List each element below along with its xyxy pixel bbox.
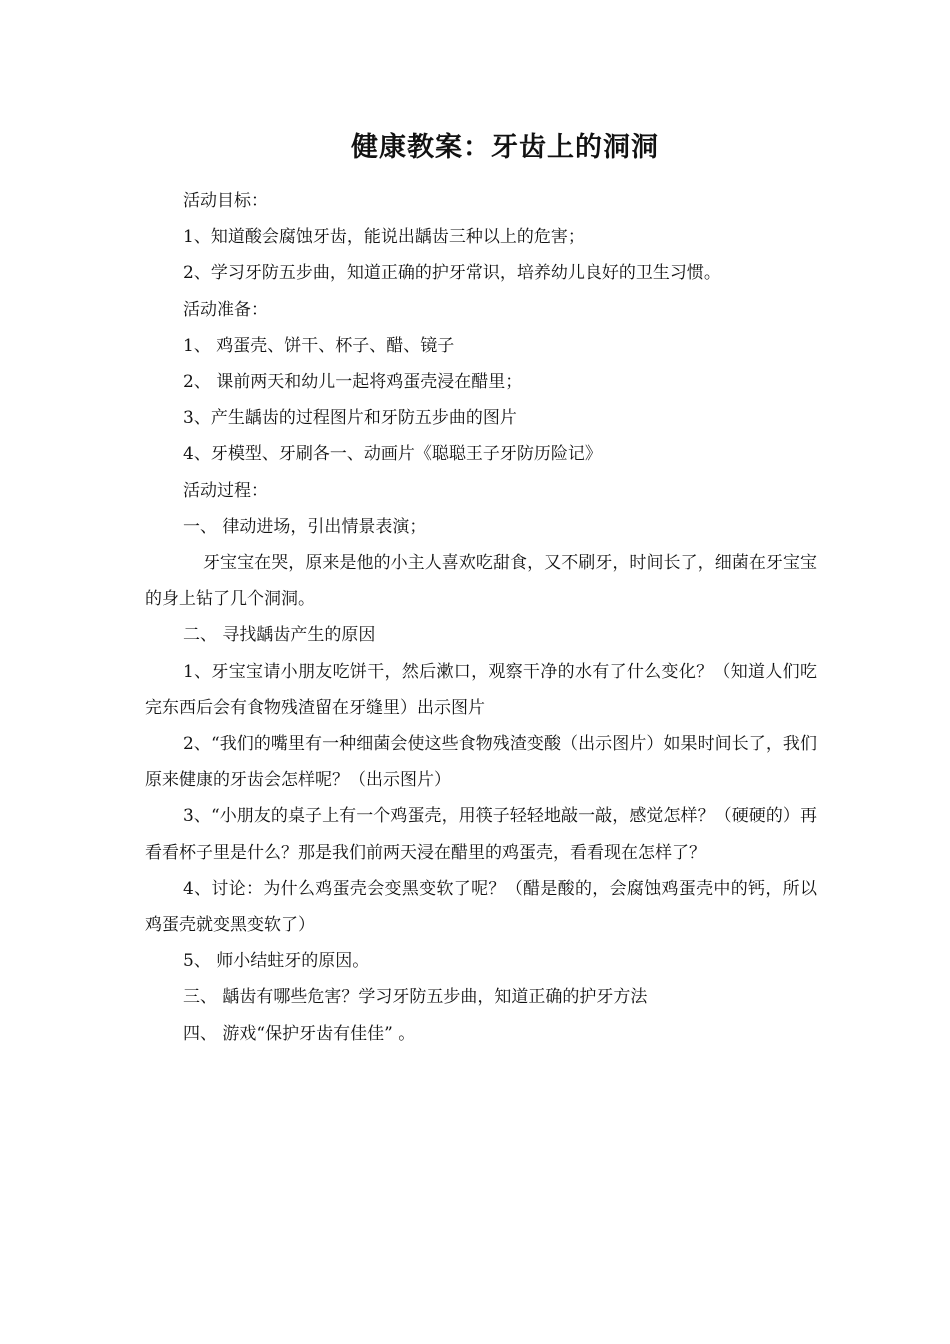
- preparation-item: 3、产生龋齿的过程图片和牙防五步曲的图片: [183, 408, 517, 429]
- section-heading-goals: 活动目标：: [183, 191, 268, 211]
- goal-item: 2、学习牙防五步曲，知道正确的护牙常识，培养幼儿良好的卫生习惯。: [183, 263, 721, 284]
- process-step-heading: 四、 游戏“保护牙齿有佳佳” 。: [183, 1023, 416, 1044]
- document-body: [145, 183, 817, 1052]
- process-paragraph: 1、牙宝宝请小朋友吃饼干，然后漱口，观察干净的水有了什么变化？（知道人们吃完东西后会有食物残渣留在牙缝里）出示图片: [145, 661, 817, 718]
- process-paragraph: 4、讨论：为什么鸡蛋壳会变黑变软了呢？（醋是酸的，会腐蚀鸡蛋壳中的钙，所以鸡蛋壳就变黑变软了）: [145, 878, 817, 936]
- process-paragraph: 3、“小朋友的桌子上有一个鸡蛋壳，用筷子轻轻地敲一敲，感觉怎样？（硬硬的）再看看杯子里是什么？那是我们前两天浸在醋里的鸡蛋壳，看看现在怎样了？: [145, 806, 817, 863]
- process-paragraph: 2、“我们的嘴里有一种细菌会使这些食物残渣变酸（出示图片）如果时间长了，我们原来健康的牙齿会怎样呢？（出示图片）: [145, 734, 817, 791]
- preparation-item: 2、 课前两天和幼儿一起将鸡蛋壳浸在醋里；: [183, 372, 523, 393]
- process-step-heading: 三、 龋齿有哪些危害？学习牙防五步曲，知道正确的护牙方法: [183, 987, 648, 1008]
- process-step-heading: 一、 律动进场，引出情景表演；: [183, 516, 427, 537]
- document-title: 健康教案：牙齿上的洞洞: [351, 132, 659, 163]
- goal-item: 1、知道酸会腐蚀牙齿，能说出龋齿三种以上的危害；: [183, 227, 585, 248]
- process-step-heading: 二、 寻找龋齿产生的原因: [183, 625, 376, 646]
- section-heading-preparation: 活动准备：: [183, 299, 268, 320]
- preparation-item: 1、 鸡蛋壳、饼干、杯子、醋、镜子: [183, 335, 455, 356]
- process-paragraph: 牙宝宝在哭，原来是他的小主人喜欢吃甜食，又不刷牙，时间长了，细菌在牙宝宝的身上钻了几个洞洞。: [145, 553, 817, 610]
- preparation-item: 4、牙模型、牙刷各一、动画片《聪聪王子牙防历险记》: [183, 444, 602, 465]
- process-paragraph: 5、 师小结蛀牙的原因。: [183, 951, 370, 972]
- section-heading-process: 活动过程：: [183, 480, 268, 501]
